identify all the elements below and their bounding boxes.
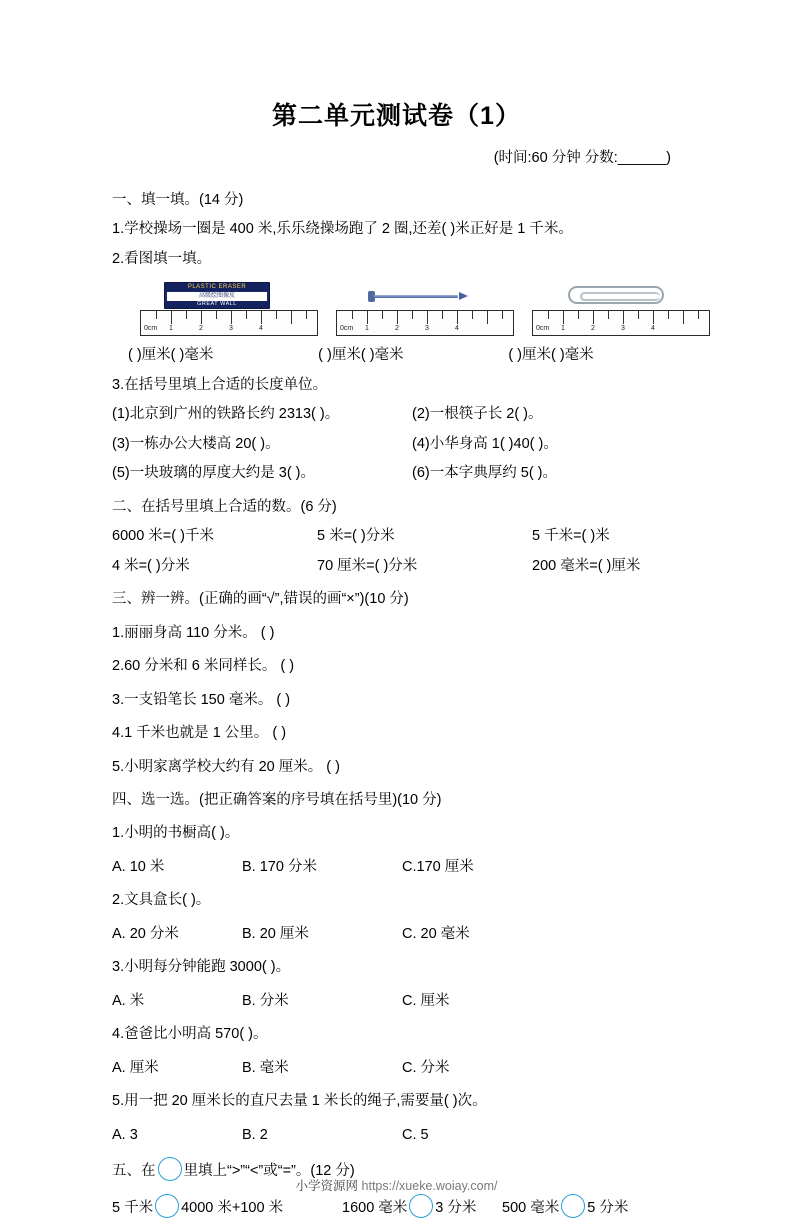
compare-item-2 [342, 1194, 502, 1219]
section1-q3-item-1: (1)北京到广州的铁路长约 2313( )。 [112, 406, 340, 423]
compare-circle-icon-3[interactable] [561, 1194, 585, 1218]
section4-q3-option-b: B. 分米 [242, 992, 289, 1009]
footer-url: https://xueke.woiay.com/ [361, 1179, 498, 1193]
section4-q5-option-b: B. 2 [242, 1126, 268, 1143]
compare-item-3-right: 5 分米 [587, 1199, 629, 1216]
nail-object [336, 280, 514, 310]
ruler-num-1-3: 3 [229, 324, 233, 332]
compare-item-1-left: 5 千米 [112, 1199, 154, 1216]
eraser-label-mid: 高级绘图像皮 [167, 292, 267, 301]
eraser-label-bot: GREAT WALL [165, 301, 269, 308]
ruler-num-1-2: 2 [199, 324, 203, 332]
section1-q3-item-6: (6)一本字典厚约 5( )。 [412, 465, 557, 482]
compare-item-1 [112, 1194, 342, 1219]
ruler-figure-paperclip [532, 280, 710, 336]
ruler-num-3-3: 3 [621, 324, 625, 332]
section2-item-5: 70 厘米=( )分米 [317, 557, 418, 574]
page-title: 第二单元测试卷（1） [272, 102, 521, 130]
paperclip-object [532, 280, 710, 310]
paperclip-icon [568, 286, 664, 304]
compare-item-1-right: 4000 米+100 米 [181, 1199, 284, 1216]
section2-item-4: 4 米=( )分米 [112, 557, 190, 574]
ruler-num-3-4: 4 [651, 324, 655, 332]
section1-q3-item-4: (4)小华身高 1( )40( )。 [412, 435, 558, 452]
section4-q2-option-c: C. 20 毫米 [402, 925, 470, 942]
section4-q1-option-b: B. 170 分米 [242, 858, 317, 875]
ruler-figure-eraser [140, 280, 318, 336]
ruler-figure-nail [336, 280, 514, 336]
ruler-num-2-4: 4 [455, 324, 459, 332]
eraser-icon [164, 282, 270, 309]
section4-question-3-options [112, 990, 681, 1012]
compare-item-3 [502, 1194, 628, 1219]
section1-q3-item-2: (2)一根筷子长 2( )。 [412, 406, 543, 423]
ruler-icon-2 [336, 310, 514, 336]
section4-q5-option-c: C. 5 [402, 1126, 429, 1143]
nail-icon [366, 292, 462, 300]
compare-circle-icon-1[interactable] [155, 1194, 179, 1218]
section4-q1-option-a: A. 10 米 [112, 858, 165, 875]
section4-q3-option-a: A. 米 [112, 992, 145, 1009]
ruler-answer-2: ( )厘米( )毫米 [318, 347, 404, 364]
exam-meta: (时间:60 分钟 分数:______) [493, 150, 671, 166]
section1-q3-row-2 [112, 433, 681, 455]
ruler-num-1-1: 1 [169, 324, 173, 332]
compare-item-3-left: 500 毫米 [502, 1199, 560, 1216]
ruler-zero-label-2: 0cm [340, 324, 354, 332]
ruler-num-3-2: 2 [591, 324, 595, 332]
ruler-figure-group [112, 280, 681, 336]
section3-item-2: 2.60 分米和 6 米同样长。 ( ) [112, 658, 295, 675]
section5-heading-after: 里填上“>”“<”或“=”。(12 分) [183, 1163, 355, 1180]
section4-question-5-stem: 5.用一把 20 厘米长的直尺去量 1 米长的绳子,需要量( )次。 [112, 1093, 487, 1110]
compare-circle-icon-2[interactable] [409, 1194, 433, 1218]
ruler-answer-3: ( )厘米( )毫米 [508, 347, 594, 364]
section2-item-3: 5 千米=( )米 [532, 528, 610, 545]
section-multiple-choice [112, 789, 681, 1146]
footer-watermark [0, 1176, 793, 1194]
eraser-object [140, 280, 318, 310]
section1-question-3: 3.在括号里填上合适的长度单位。 [112, 376, 328, 393]
section3-item-1: 1.丽丽身高 110 分米。 ( ) [112, 624, 275, 641]
section1-question-2: 2.看图填一填。 [112, 250, 212, 267]
ruler-zero-label-3: 0cm [536, 324, 550, 332]
section4-q2-option-a: A. 20 分米 [112, 925, 179, 942]
section-true-false [112, 588, 681, 778]
section-unit-conversion [112, 496, 681, 577]
section3-heading: 三、辨一辨。(正确的画“√”,错误的画“×”)(10 分) [112, 591, 409, 608]
section4-q1-option-c: C.170 厘米 [402, 858, 474, 875]
ruler-num-2-1: 1 [365, 324, 369, 332]
ruler-icon-1 [140, 310, 318, 336]
ruler-zero-label-1: 0cm [144, 324, 158, 332]
ruler-answer-row [112, 344, 681, 366]
section1-q3-row-1 [112, 403, 681, 425]
section2-row-1 [112, 525, 681, 547]
section3-item-4: 4.1 千米也就是 1 公里。 ( ) [112, 725, 287, 742]
section4-q4-option-c: C. 分米 [402, 1059, 450, 1076]
section2-item-2: 5 米=( )分米 [317, 528, 395, 545]
section1-heading: 一、填一填。(14 分) [112, 192, 244, 208]
ruler-icon-3 [532, 310, 710, 336]
section4-q4-option-b: B. 毫米 [242, 1059, 289, 1076]
section2-heading: 二、在括号里填上合适的数。(6 分) [112, 498, 337, 515]
eraser-label-top: PLASTIC ERASER [165, 283, 269, 291]
section4-question-1-stem: 1.小明的书橱高( )。 [112, 825, 240, 842]
section5-heading-before: 五、在 [112, 1163, 156, 1180]
section1-q3-row-3 [112, 462, 681, 484]
section4-question-4-options [112, 1057, 681, 1079]
section4-question-4-stem: 4.爸爸比小明高 570( )。 [112, 1026, 268, 1043]
compare-item-2-right: 3 分米 [435, 1199, 477, 1216]
section1-q3-item-3: (3)一栋办公大楼高 20( )。 [112, 435, 280, 452]
exam-page [0, 96, 793, 1218]
section1-question-1: 1.学校操场一圈是 400 米,乐乐绕操场跑了 2 圈,还差( )米正好是 1 千米。 [112, 221, 573, 238]
section5-compare-row [112, 1194, 681, 1219]
ruler-num-2-2: 2 [395, 324, 399, 332]
section4-q4-option-a: A. 厘米 [112, 1059, 159, 1076]
ruler-answer-1: ( )厘米( )毫米 [128, 347, 214, 364]
section2-item-6: 200 毫米=( )厘米 [532, 557, 641, 574]
section2-row-2 [112, 555, 681, 577]
section4-q5-option-a: A. 3 [112, 1126, 138, 1143]
section4-question-3-stem: 3.小明每分钟能跑 3000( )。 [112, 959, 291, 976]
ruler-num-2-3: 3 [425, 324, 429, 332]
section2-item-1: 6000 米=( )千米 [112, 528, 214, 545]
section4-question-2-options [112, 923, 681, 945]
section-fill-in-blank [112, 189, 681, 485]
section4-q2-option-b: B. 20 厘米 [242, 925, 309, 942]
section4-heading: 四、选一选。(把正确答案的序号填在括号里)(10 分) [112, 791, 442, 808]
section4-question-1-options [112, 856, 681, 878]
section3-item-5: 5.小明家离学校大约有 20 厘米。 ( ) [112, 758, 340, 775]
section4-question-2-stem: 2.文具盒长( )。 [112, 892, 211, 909]
section4-q3-option-c: C. 厘米 [402, 992, 450, 1009]
footer-brand: 小学资源网 [295, 1179, 359, 1193]
ruler-num-1-4: 4 [259, 324, 263, 332]
section3-item-3: 3.一支铅笔长 150 毫米。 ( ) [112, 691, 291, 708]
section4-question-5-options [112, 1124, 681, 1146]
ruler-num-3-1: 1 [561, 324, 565, 332]
section1-q3-item-5: (5)一块玻璃的厚度大约是 3( )。 [112, 465, 315, 482]
compare-item-2-left: 1600 毫米 [342, 1199, 408, 1216]
